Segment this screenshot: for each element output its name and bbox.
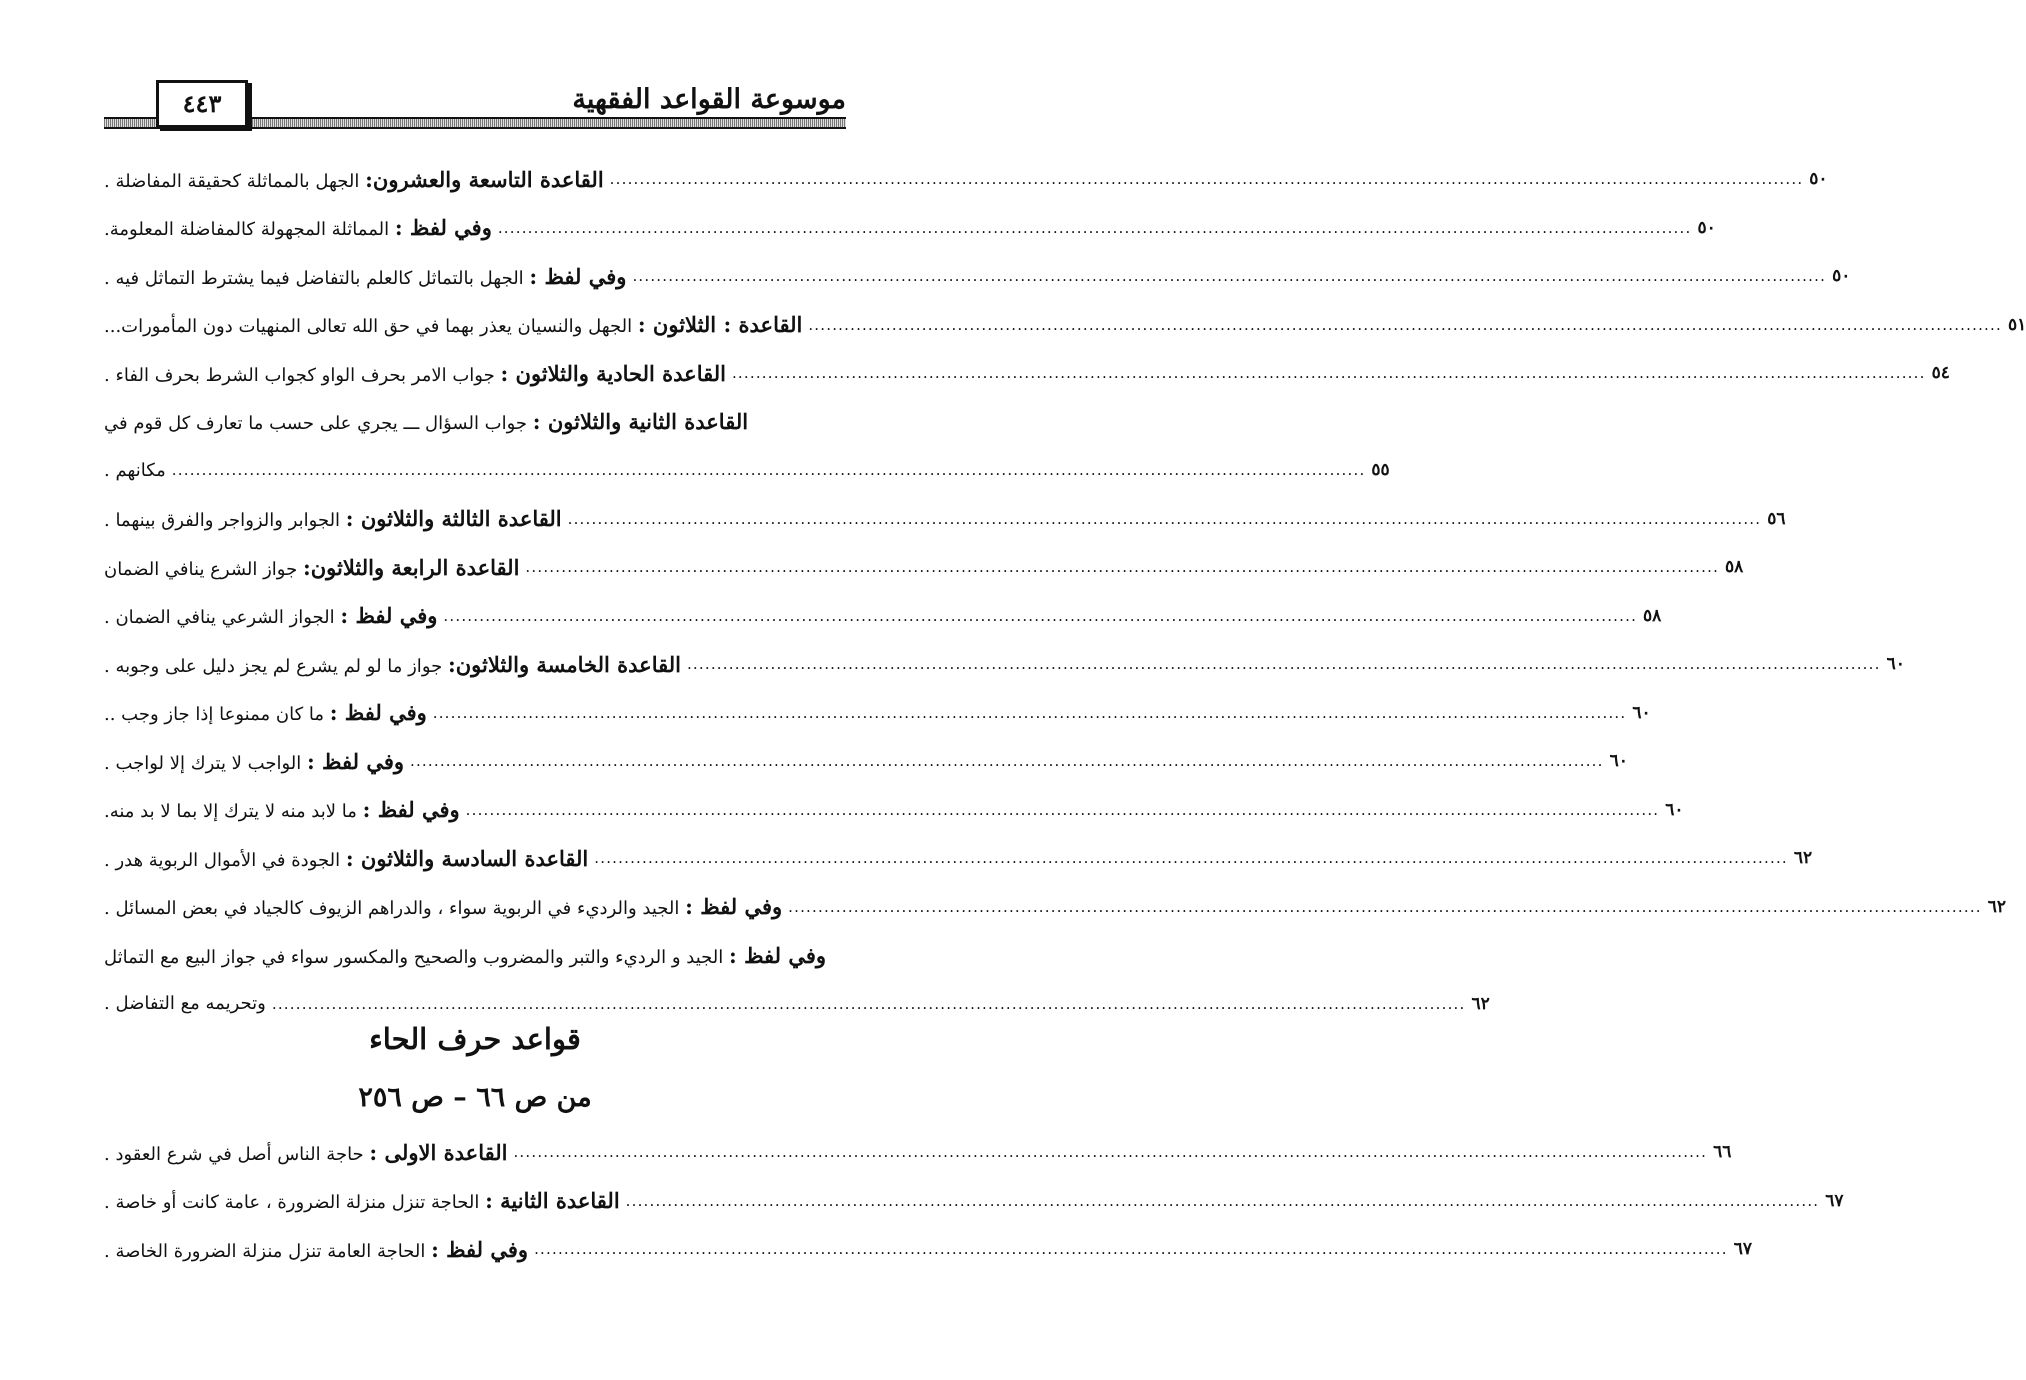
index-entry xyxy=(104,1128,1732,1177)
dot-leader: ........................................................................................................................................................................................................ xyxy=(534,1240,1728,1259)
entry-label: القاعدة السادسة والثلاثون : xyxy=(345,845,589,871)
entry-page-number: ٦٢ xyxy=(1471,993,1490,1014)
entry-text-group xyxy=(104,797,460,822)
dot-leader: ........................................................................................................................................................................................................ xyxy=(271,994,1466,1013)
entry-text-group xyxy=(104,1140,507,1165)
entry-text-group xyxy=(104,264,626,289)
index-entry xyxy=(104,737,1628,786)
dot-leader: ........................................................................................................................................................................................................ xyxy=(513,1143,1708,1162)
entry-page-number: ٥٨ xyxy=(1725,557,1744,578)
entry-text-group xyxy=(104,700,427,725)
entry-label: وفي لفظ : xyxy=(685,894,783,920)
dot-leader: ........................................................................................................................................................................................................ xyxy=(432,703,1627,722)
dot-leader: ........................................................................................................................................................................................................ xyxy=(171,461,1366,480)
index-entry xyxy=(104,1225,1752,1274)
entry-label: القاعدة الثالثة والثلاثون : xyxy=(345,506,562,532)
entry-text: وتحريمه مع التفاضل . xyxy=(104,993,266,1015)
page-number: ٤٤٣ xyxy=(182,89,222,118)
entry-text-group xyxy=(104,167,604,192)
entry-text-group xyxy=(104,555,519,580)
dot-leader: ........................................................................................................................................................................................................ xyxy=(808,315,2002,334)
index-entry xyxy=(104,252,1851,301)
entry-text: الجهل بالمماثلة كحقيقة المفاضلة . xyxy=(104,170,360,192)
entry-text: الجواز الشرعي ينافي الضمان . xyxy=(104,607,335,629)
entry-text: الجهل والنسيان يعذر بهما في حق الله تعالى المنهيات دون المأمورات... xyxy=(104,316,633,338)
entry-page-number: ٦٦ xyxy=(1713,1142,1732,1163)
entry-text: الجوابر والزواجر والفرق بينهما . xyxy=(104,510,341,532)
entry-text: مكانهم . xyxy=(104,459,166,481)
index-entry xyxy=(104,592,1662,641)
index-entry xyxy=(104,446,1390,495)
index-entry xyxy=(104,1177,1844,1226)
index-entry xyxy=(104,834,1813,883)
entry-text: الجيد والرديء في الربوية سواء ، والدراهم الزيوف كالجياد في بعض المسائل . xyxy=(104,898,680,920)
entry-label: وفي لفظ : xyxy=(340,603,438,629)
entry-text-group xyxy=(104,993,266,1014)
index-entry xyxy=(104,495,1786,544)
entry-page-number: ٦٠ xyxy=(1665,799,1684,820)
dot-leader: ........................................................................................................................................................................................................ xyxy=(609,170,1804,189)
entry-text-group xyxy=(104,846,588,871)
page-number-box xyxy=(156,80,248,128)
index-entry xyxy=(104,931,846,980)
entry-text-group xyxy=(104,603,437,628)
entry-page-number: ٥٥ xyxy=(1371,460,1390,481)
dot-leader: ........................................................................................................................................................................................................ xyxy=(788,897,1982,916)
entry-page-number: ٥١ xyxy=(2007,314,2026,335)
entry-label: وفي لفظ : xyxy=(729,942,827,968)
entry-text: حاجة الناس أصل في شرع العقود . xyxy=(104,1143,364,1165)
entry-page-number: ٥٠ xyxy=(1697,217,1716,238)
index-entry xyxy=(104,640,1905,689)
entry-text-group xyxy=(104,894,782,919)
dot-leader: ........................................................................................................................................................................................................ xyxy=(410,752,1604,771)
index-entry xyxy=(104,204,1716,253)
entry-text: الجودة في الأموال الربوية هدر . xyxy=(104,849,341,871)
index-entry xyxy=(104,786,1684,835)
entry-label: وفي لفظ : xyxy=(529,263,627,289)
entry-page-number: ٥٠ xyxy=(1832,266,1851,287)
entry-text-group xyxy=(104,409,748,434)
index-entry xyxy=(104,301,2026,350)
entry-text: جواز ما لو لم يشرع لم يجز دليل على وجوبه . xyxy=(104,655,443,677)
entry-label: وفي لفظ : xyxy=(362,797,460,823)
index-entry xyxy=(104,980,1490,1029)
index-entry xyxy=(104,155,1828,204)
entry-text: ما لابد منه لا يترك إلا بما لا بد منه. xyxy=(104,801,357,823)
dot-leader: ........................................................................................................................................................................................................ xyxy=(465,800,1660,819)
entry-text: الجيد و الرديء والتبر والمضروب والصحيح والمكسور سواء في جواز البيع مع التماثل xyxy=(104,946,724,968)
entry-page-number: ٦٢ xyxy=(1793,848,1813,869)
entry-text: الجهل بالتماثل كالعلم بالتفاضل فيما يشترط التماثل فيه . xyxy=(104,267,524,289)
page-header xyxy=(104,80,846,128)
entry-page-number: ٦٠ xyxy=(1609,751,1628,772)
entry-page-number: ٥٤ xyxy=(1931,363,1950,384)
entry-text: جواب الامر بحرف الواو كجواب الشرط بحرف الفاء . xyxy=(104,364,495,386)
entry-page-number: ٦٧ xyxy=(1825,1190,1844,1211)
entry-text-group xyxy=(104,312,802,337)
index-entries-section xyxy=(104,1128,1844,1274)
section-page-range: من ص ٦٦ – ص ٢٥٦ xyxy=(358,1082,592,1113)
entry-text: ما كان ممنوعا إذا جاز وجب .. xyxy=(104,704,324,726)
entry-text-group xyxy=(104,652,681,677)
entry-text: جواب السؤال ـــ يجري على حسب ما تعارف كل قوم في xyxy=(104,413,528,435)
entry-text-group xyxy=(104,1237,528,1262)
index-entry xyxy=(104,883,2007,932)
entry-page-number: ٦٧ xyxy=(1733,1239,1752,1260)
index-entry xyxy=(104,398,846,447)
entry-page-number: ٦٠ xyxy=(1632,702,1651,723)
index-entry xyxy=(104,689,1651,738)
entry-label: القاعدة الثانية والثلاثون : xyxy=(532,409,749,435)
index-entry xyxy=(104,349,1950,398)
entry-text-group xyxy=(104,749,404,774)
dot-leader: ........................................................................................................................................................................................................ xyxy=(567,509,1762,528)
dot-leader: ........................................................................................................................................................................................................ xyxy=(632,267,1827,286)
entry-text-group xyxy=(104,460,166,481)
entry-text-group xyxy=(104,506,562,531)
entry-text-group xyxy=(104,1188,620,1213)
entry-label: القاعدة : الثلاثون : xyxy=(637,312,803,338)
dot-leader: ........................................................................................................................................................................................................ xyxy=(497,218,1692,237)
index-entry xyxy=(104,543,1744,592)
entry-label: القاعدة الاولى : xyxy=(369,1139,508,1165)
dot-leader: ........................................................................................................................................................................................................ xyxy=(625,1191,1820,1210)
entry-label: القاعدة الحادية والثلاثون : xyxy=(500,360,726,386)
dot-leader: ........................................................................................................................................................................................................ xyxy=(594,849,1788,868)
entry-page-number: ٥٨ xyxy=(1643,605,1662,626)
entry-label: وفي لفظ : xyxy=(394,215,492,241)
entry-text-group xyxy=(104,361,726,386)
entry-text: الحاجة تنزل منزلة الضرورة ، عامة كانت أو خاصة . xyxy=(104,1192,480,1214)
entry-label: القاعدة الثانية : xyxy=(485,1188,620,1214)
entry-text: جواز الشرع ينافي الضمان xyxy=(104,558,298,580)
entry-page-number: ٥٠ xyxy=(1809,169,1828,190)
section-title: قواعد حرف الحاء xyxy=(369,1022,581,1056)
dot-leader: ........................................................................................................................................................................................................ xyxy=(443,606,1638,625)
entry-text: المماثلة المجهولة كالمفاضلة المعلومة. xyxy=(104,219,390,241)
entry-text: الواجب لا يترك إلا لواجب . xyxy=(104,752,302,774)
entry-label: القاعدة الرابعة والثلاثون: xyxy=(302,554,520,580)
entry-text-group xyxy=(104,215,492,240)
entry-label: وفي لفظ : xyxy=(306,748,404,774)
dot-leader: ........................................................................................................................................................................................................ xyxy=(525,558,1720,577)
entry-page-number: ٦٢ xyxy=(1987,896,2007,917)
entry-label: القاعدة الخامسة والثلاثون: xyxy=(447,651,681,677)
entry-page-number: ٥٦ xyxy=(1767,508,1786,529)
entry-text-group xyxy=(104,943,826,968)
entry-label: وفي لفظ : xyxy=(431,1236,529,1262)
dot-leader: ........................................................................................................................................................................................................ xyxy=(731,364,1926,383)
entry-label: القاعدة التاسعة والعشرون: xyxy=(365,166,604,192)
book-title: موسوعة القواعد الفقهية xyxy=(572,84,846,115)
entry-page-number: ٦٠ xyxy=(1886,654,1905,675)
entry-text: الحاجة العامة تنزل منزلة الضرورة الخاصة . xyxy=(104,1240,426,1262)
index-entries xyxy=(104,155,2026,1028)
dot-leader: ........................................................................................................................................................................................................ xyxy=(686,655,1881,674)
entry-label: وفي لفظ : xyxy=(329,700,427,726)
